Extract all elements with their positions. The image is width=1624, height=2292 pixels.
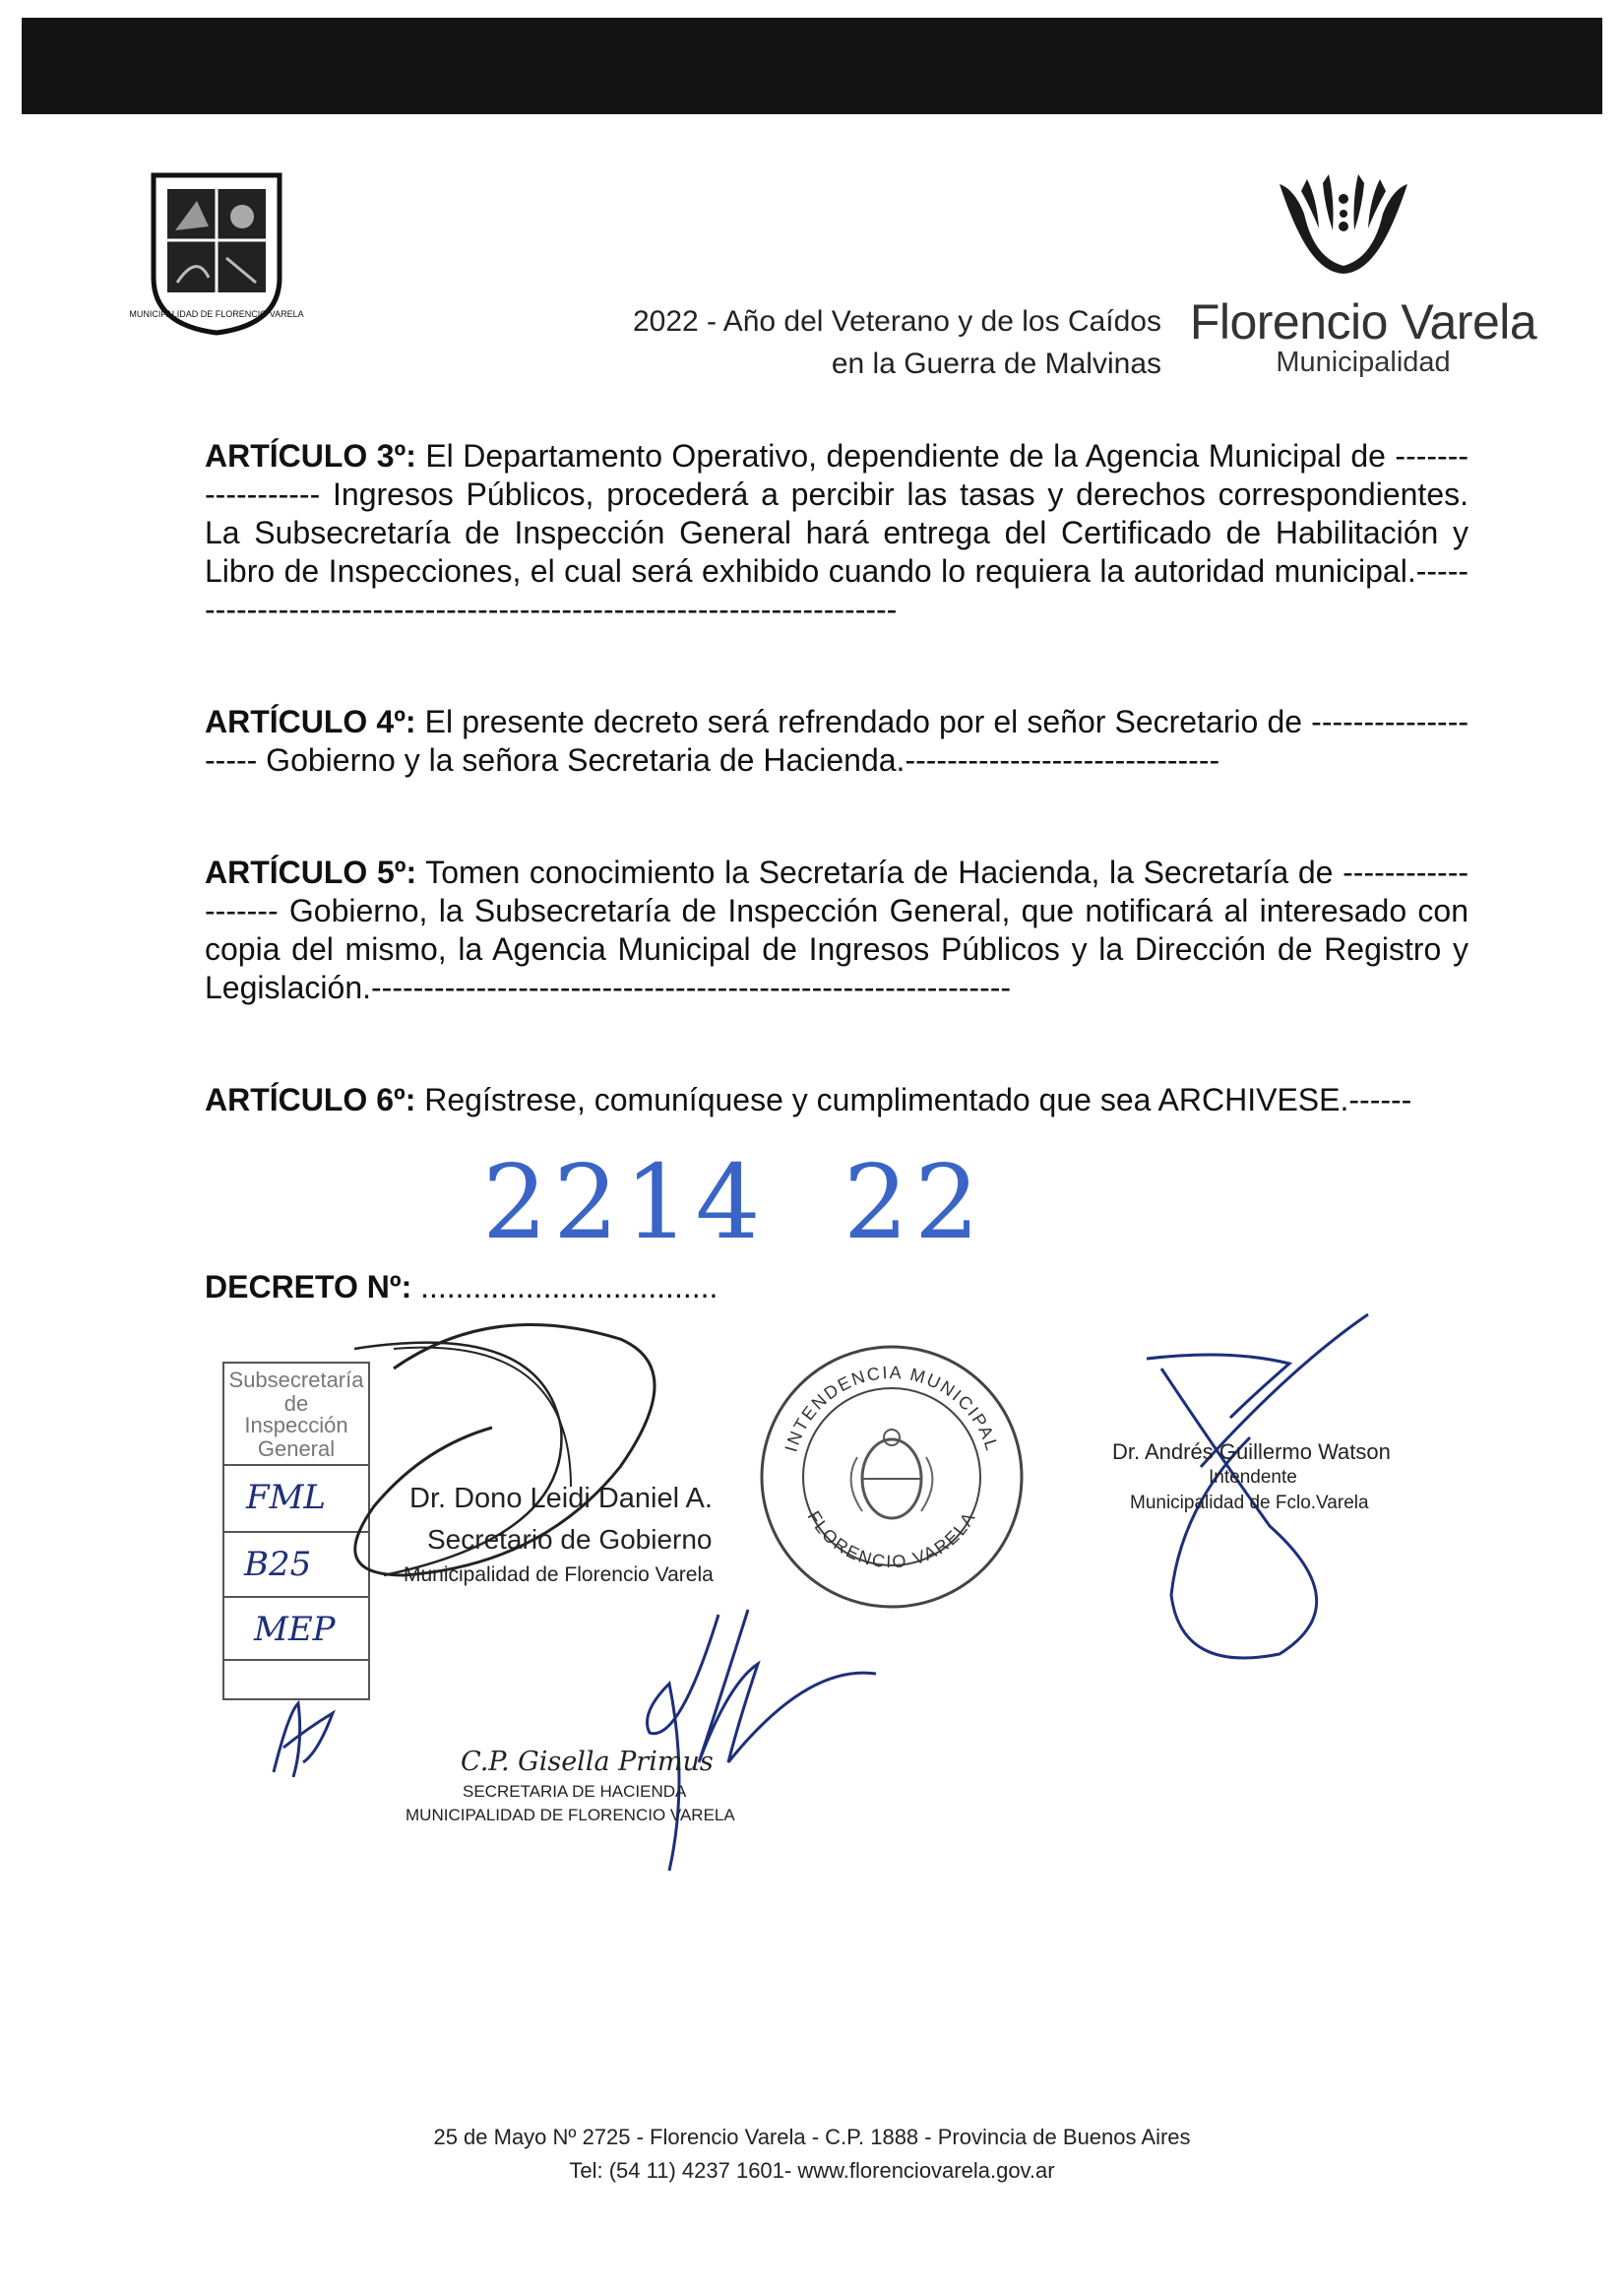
article-4-label: ARTÍCULO 4º: [205,704,416,739]
florencio-varela-logo [1270,169,1417,278]
article-3 [205,437,1468,629]
article-6-label: ARTÍCULO 6º: [205,1082,416,1117]
article-3-label: ARTÍCULO 3º: [205,438,416,474]
hacienda-signer-title: SECRETARIA DE HACIENDA [463,1782,687,1801]
municipal-crest-logo [129,169,304,337]
stamp-header-2: de [283,1391,309,1416]
decree-label: DECRETO Nº: [205,1269,412,1305]
footer-contact: Tel: (54 11) 4237 1601- www.florenciovarela.gov.ar [569,2158,1055,2183]
initials-scribble [264,1693,343,1782]
signature-hacienda [610,1605,886,1880]
intendente-signer-name: Dr. Andrés Guillermo Watson [1112,1439,1391,1464]
article-6 [205,1081,1468,1119]
brand-name: Florencio Varela [1189,294,1537,350]
motto-line-2: en la Guerra de Malvinas [831,348,1161,380]
seal-bottom-text: FLORENCIO VARELA [803,1507,980,1572]
brand-subtitle: Municipalidad [1276,347,1451,378]
stamp-header-3: Inspección [244,1413,348,1437]
signature-gobierno [246,1309,758,1605]
footer-address: 25 de Mayo Nº 2725 - Florencio Varela - C.P. 1888 - Provincia de Buenos Aires [433,2125,1191,2149]
article-5-label: ARTÍCULO 5º: [205,855,417,890]
article-4 [205,703,1468,780]
gobierno-signer-title: Secretario de Gobierno [427,1524,713,1555]
article-6-text: Regístrese, comuníquese y cumplimentado que sea ARCHIVESE.------ [424,1082,1412,1117]
intendente-signer-title: Intendente [1209,1467,1297,1488]
hacienda-signer-institution: MUNICIPALIDAD DE FLORENCIO VARELA [406,1806,735,1824]
intendencia-municipal-seal [754,1339,1030,1615]
article-5-text: Tomen conocimiento la Secretaría de Hacienda, la Secretaría de ------------------- Gobierno, la Subsecretaría de Inspección General, que notificará al interesado con copia del mismo, la Agencia Municipal de Ingresos Públicos y la Dirección de Registro y Legislación.------------------------------------------------------------- [205,855,1469,1005]
seal-top-text: INTENDENCIA MUNICIPAL [781,1362,1003,1455]
signature-intendente [1142,1309,1388,1674]
gobierno-signer-name: Dr. Dono Leidi Daniel A. [409,1483,713,1514]
initials-mep: MEP [254,1610,336,1649]
stamp-header-4: General [257,1436,336,1461]
initials-fml: FML [246,1478,326,1517]
decree-number-field [205,1269,718,1305]
article-3-text: El Departamento Operativo, dependiente de la Agencia Municipal de ------------------ Ingresos Públicos, procederá a percibir las tasas y derechos correspondientes. La Subsecretaría de Inspección General hará entrega del Certificado de Habilitación y Libro de Inspecciones, el cual será exhibido cuando lo requiera la autoridad municipal.----------------------------------------------------------------------- [205,438,1469,627]
initials-b25: B25 [244,1545,312,1584]
decree-dots: .................................. [420,1269,718,1305]
redaction-bar [22,18,1602,114]
gobierno-signer-institution: Municipalidad de Florencio Varela [404,1563,714,1586]
crest-text: MUNICIPALIDAD DE FLORENCIO VARELA [129,309,304,319]
hacienda-signer-name: C.P. Gisella Primus [461,1747,714,1777]
article-5 [205,854,1468,1007]
article-4-text: El presente decreto será refrendado por el señor Secretario de -------------------- Gobierno y la señora Secretaria de Hacienda.------------------------------ [205,704,1468,778]
motto-line-1: 2022 - Año del Veterano y de los Caídos [632,305,1161,338]
stamped-decree-number: 2214 22 [482,1142,986,1262]
stamp-header-1: Subsecretaría [228,1368,364,1392]
intendente-signer-institution: Municipalidad de Fclo.Varela [1130,1493,1369,1513]
